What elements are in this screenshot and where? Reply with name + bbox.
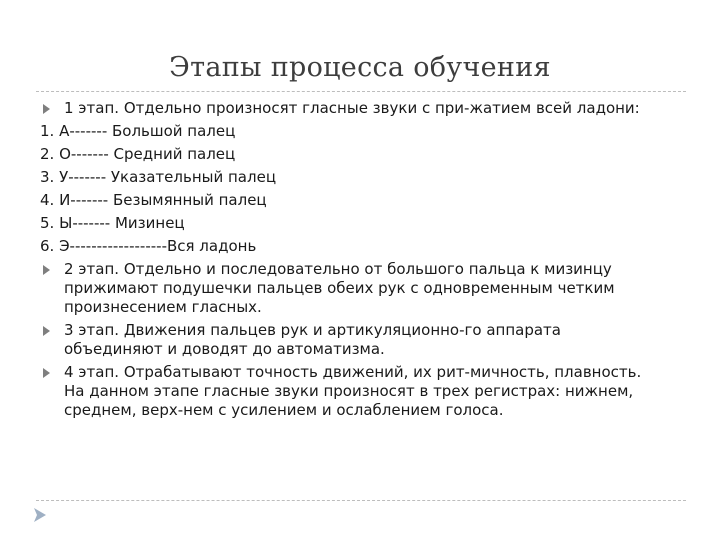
numbered-item bbox=[40, 189, 690, 212]
bullet-arrow-icon bbox=[43, 368, 50, 378]
item-text-line: 1 этап. Отдельно произносят гласные звуки с при-жатием всей ладони: bbox=[64, 99, 640, 117]
item-text-line: 4 этап. Отрабатывают точность движений, их рит-мичность, плавность. bbox=[64, 363, 642, 381]
bullet-arrow-icon bbox=[43, 265, 50, 275]
item-text-line: 5. Ы------- Мизинец bbox=[40, 214, 185, 232]
bullet-arrow-icon bbox=[43, 104, 50, 114]
item-text-line: 2 этап. Отдельно и последовательно от большого пальца к мизинцу bbox=[64, 260, 612, 278]
bullet-arrow-icon bbox=[43, 326, 50, 336]
corner-arrow-icon bbox=[34, 508, 46, 522]
numbered-item bbox=[40, 212, 690, 235]
bullet-item bbox=[40, 361, 690, 422]
item-text-line: среднем, верх-нем с усилением и ослаблением голоса. bbox=[64, 401, 504, 419]
item-text-line: 4. И------- Безымянный палец bbox=[40, 191, 267, 209]
item-text-line: 3. У------- Указательный палец bbox=[40, 168, 277, 186]
item-text-line: 1. А------- Большой палец bbox=[40, 122, 236, 140]
bullet-item bbox=[40, 319, 690, 361]
item-text-line: 2. О------- Средний палец bbox=[40, 145, 236, 163]
item-text-line: произнесением гласных. bbox=[64, 298, 262, 316]
item-text-line: объединяют и доводят до автоматизма. bbox=[64, 340, 385, 358]
item-text-line: прижимают подушечки пальцев обеих рук с одновременным четким bbox=[64, 279, 615, 297]
item-text-line: 6. Э------------------Вся ладонь bbox=[40, 237, 257, 255]
bullet-item bbox=[40, 97, 690, 120]
slide-content bbox=[40, 97, 690, 422]
numbered-item bbox=[40, 166, 690, 189]
bottom-divider bbox=[36, 500, 686, 501]
bullet-item bbox=[40, 258, 690, 319]
numbered-item bbox=[40, 143, 690, 166]
item-text-line: На данном этапе гласные звуки произносят в трех регистрах: нижнем, bbox=[64, 382, 634, 400]
slide-title: Этапы процесса обучения bbox=[169, 52, 551, 83]
top-divider bbox=[36, 91, 686, 92]
item-text-line: 3 этап. Движения пальцев рук и артикуляционно-го аппарата bbox=[64, 321, 561, 339]
numbered-item bbox=[40, 120, 690, 143]
numbered-item bbox=[40, 235, 690, 258]
